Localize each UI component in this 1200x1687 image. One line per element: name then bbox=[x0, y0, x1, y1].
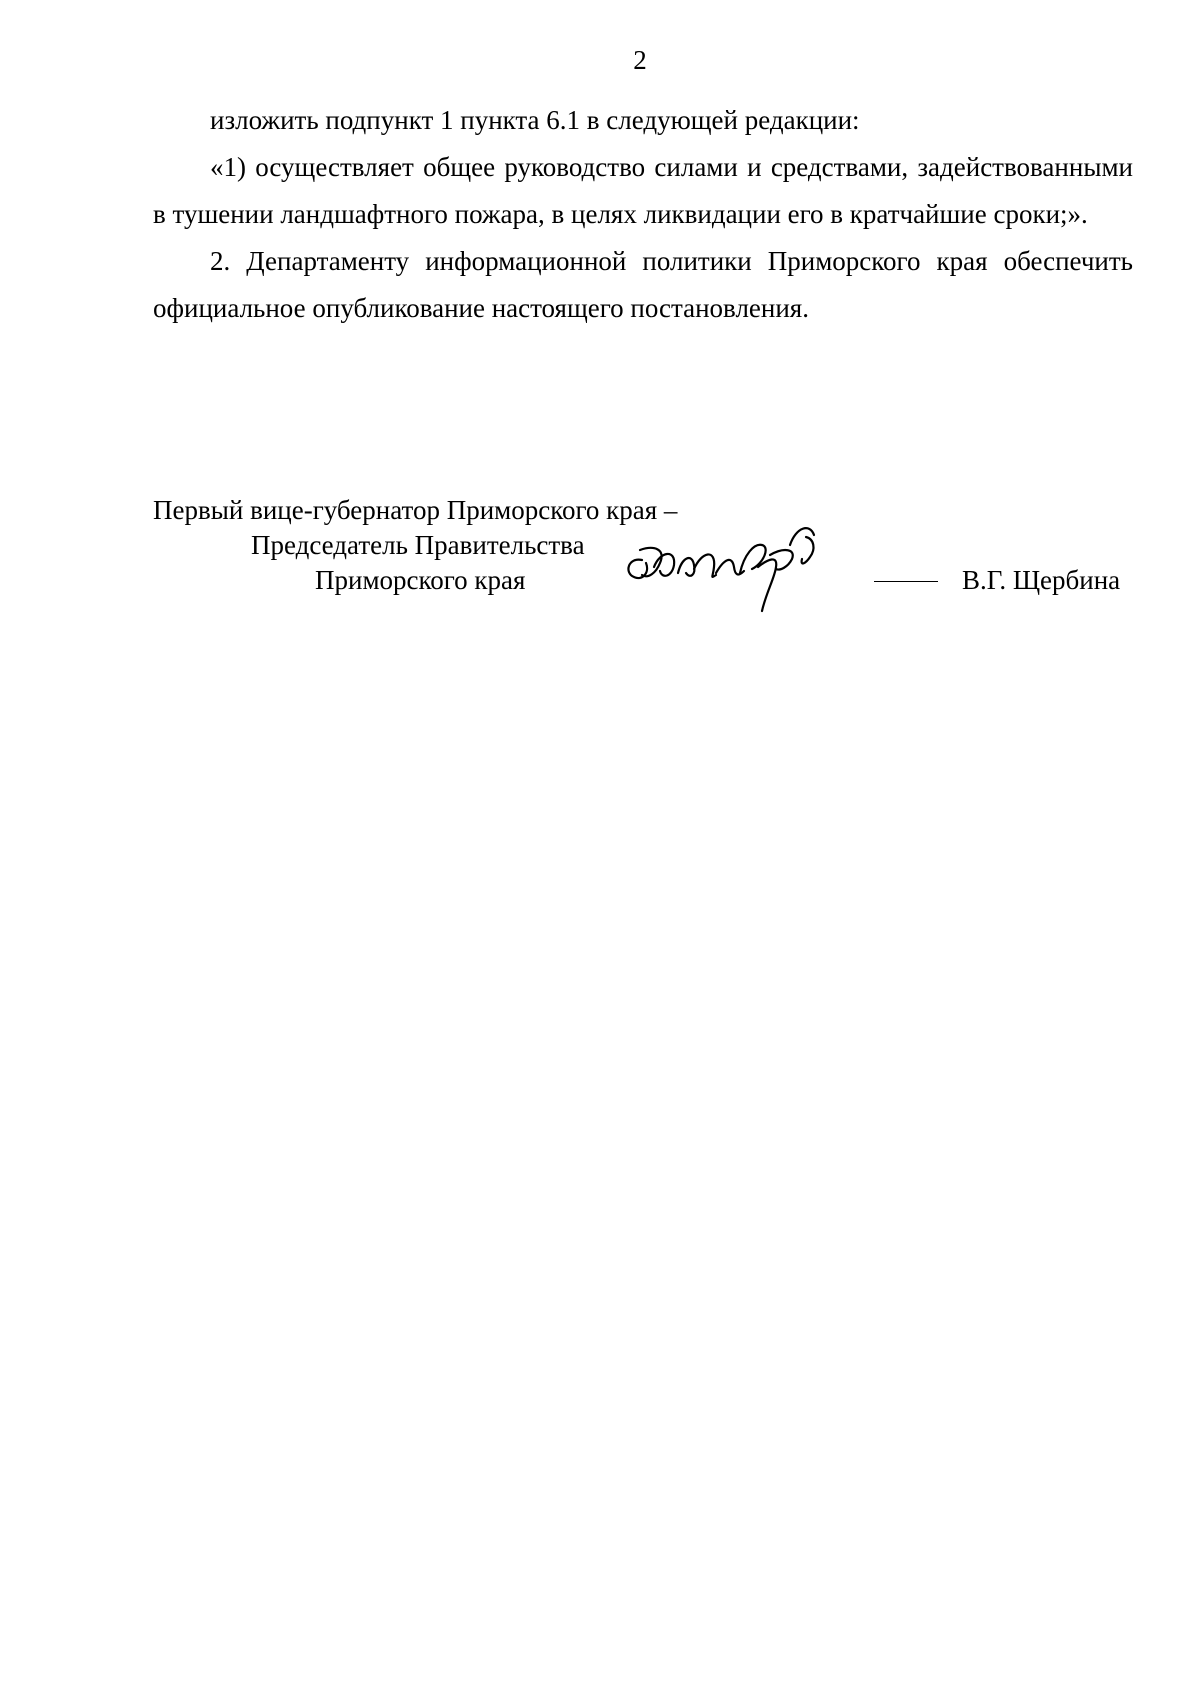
signatory-title-line2: Председатель Правительства bbox=[251, 530, 585, 560]
page-number: 2 bbox=[633, 45, 647, 75]
signature-dash bbox=[874, 581, 938, 582]
handwritten-signature-icon bbox=[620, 515, 870, 615]
signatory-name: В.Г. Щербина bbox=[962, 565, 1121, 595]
document-body bbox=[153, 97, 1133, 332]
paragraph-amendment-text: «1) осуществляет общее руководство силами и средствами, задействованными в тушении ландшафтного пожара, в целях ликвидации его в кратчайшие сроки;». bbox=[153, 152, 1133, 229]
paragraph-amendment-intro: изложить подпункт 1 пункта 6.1 в следующей редакции: bbox=[210, 105, 860, 135]
signatory-title-line1: Первый вице-губернатор Приморского края – bbox=[153, 495, 678, 525]
signatory-title-line3: Приморского края bbox=[315, 565, 526, 595]
paragraph-publication-order: 2. Департаменту информационной политики Приморского края обеспечить официальное опубликование настоящего постановления. bbox=[153, 246, 1133, 323]
